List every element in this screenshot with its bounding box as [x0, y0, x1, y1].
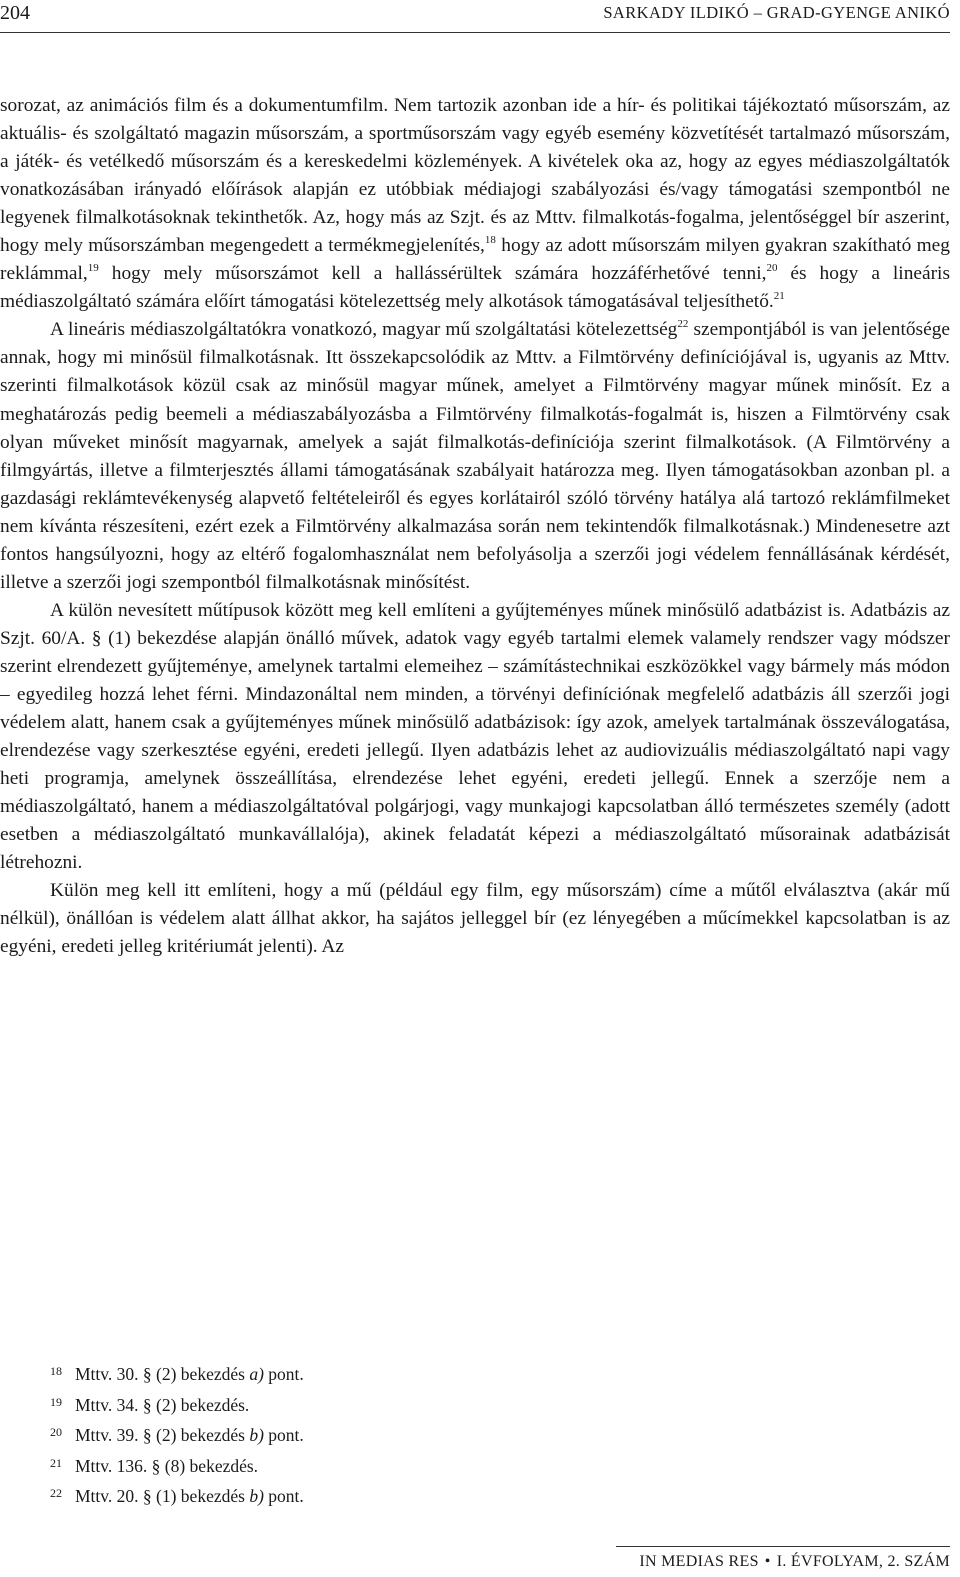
footnote-ref-22[interactable]: 22 [677, 318, 689, 331]
paragraph-1: sorozat, az animációs film és a dokumentumfilm. Nem tartozik azonban ide a hír- és politikai tájékoztató műsorszám, az aktuális- és szolgáltató magazin műsorszám, a sportműsorszám vagy egyéb esemény közvetítését tartalmazó műsorszám, a játék- és vetélkedő műsorszám és a kereskedelmi közlemények. A kivételek oka az, hogy az egyes médiaszolgáltatók vonatkozásában irányadó előírások alapján ez utóbbiak médiajogi szabályozási és/vagy támogatási szempontból ne legyenek filmalkotásoknak tekinthetők. Az, hogy más az Szjt. és az Mttv. filmalkotás-fogalma, jelentőséggel bír aszerint, hogy mely műsorszámban megengedett a termékmegjelenítés,$^{18}$ hogy az adott műsorszám milyen gyakran szakítható meg reklámmal,$^{19}$ hogy mely műsorszámot kell a hallássérültek számára hozzáférhetővé tenni,$^{20}$ és hogy a lineáris médiaszolgáltató számára előírt támogatási kötelezettség mely alkotások támogatásával teljesíthető.$^{21}$ [0, 95, 950, 313]
footnote-number: 18 [50, 1364, 62, 1378]
journal-info [639, 1551, 950, 1573]
footnote-18: 18 Mttv. 30. § (2) bekezdés a) pont. [50, 1358, 930, 1389]
paragraph-2: A lineáris médiaszolgáltatókra vonatkozó, magyar mű szolgáltatási kötelezettség$^{22}$ szempontjából is van jelentősége annak, hogy mi minősül filmalkotásnak. Itt összekapcsolódik az Mttv. a Filmtörvény definíciójával is, ugyanis az Mttv. szerinti filmalkotások közül csak az minősül magyar műnek, amelyet a Filmtörvény magyar műnek minősít. Ez a meghatározás pedig beemeli a médiaszabályozásba a Filmtörvény filmalkotás-fogalmát is, hiszen a Filmtörvény csak olyan műveket minősít magyarnak, amelyek a saját filmalkotás-definíciója szerint filmalkotások. (A Filmtörvény a filmgyártás, illetve a filmterjesztés állami támogatásának szabályait határozza meg. Ilyen támogatásokban azonban pl. a gazdasági reklámtevékenység alapvető feltételeiről és egyes korlátairól szóló törvény hatálya alá tartozó reklámfilmeket nem kívánta részesíteni, ezért ezek a Filmtörvény alkalmazása során nem tekintendők filmalkotásnak.) Mindenesetre azt fontos hangsúlyozni, hogy az eltérő fogalomhasználat nem befolyásolja a szerzői jogi védelem fennállásának kérdését, illetve a szerzői jogi szempontból filmalkotásnak minősítést. [0, 318, 950, 593]
paragraph-3: A külön nevesített műtípusok között meg kell említeni a gyűjteményes műnek minősülő adatbázist is. Adatbázis az Szjt. 60/A. § (1) bekezdése alapján önálló művek, adatok vagy egyéb tartalmi elemek valamely rendszer vagy módszer szerint elrendezett gyűjteménye, amelynek tartalmi elemeihez – számítástechnikai eszközökkel vagy bármely más módon – egyedileg hozzá lehet férni. Mindazonáltal nem minden, a törvényi definíciónak megfelelő adatbázis áll szerzői jogi védelem alatt, hanem csak a gyűjteményes műnek minősülő adatbázisok: így azok, amelyek tartalmának összeválogatása, elrendezése vagy szerkesztése egyéni, eredeti jellegű. Ilyen adatbázis lehet az audiovizuális médiaszolgáltató napi vagy heti programja, amelynek összeállítása, elrendezése lehet egyéni, eredeti jellegű. Ennek a szerzője nem a médiaszolgáltató, hanem a médiaszolgáltatóval polgárjogi, vagy munkajogi kapcsolatban álló természetes személy (adott esetben a médiaszolgáltató munkavállalója), akinek feladatát képezi a médiaszolgáltató műsorainak adatbázisát létrehozni. [0, 599, 950, 874]
footnote-number: 22 [50, 1486, 62, 1500]
footnote-20: 20 Mttv. 39. § (2) bekezdés b) pont. [50, 1419, 930, 1450]
footnote-22: 22 Mttv. 20. § (1) bekezdés b) pont. [50, 1480, 930, 1511]
page-header [0, 0, 950, 33]
footnotes [50, 1358, 930, 1511]
footnote-ref-19[interactable]: 19 [87, 262, 99, 275]
footnote-number: 20 [50, 1425, 62, 1439]
footnote-21: 21 Mttv. 136. § (8) bekezdés. [50, 1450, 930, 1481]
footnote-ref-20[interactable]: 20 [766, 262, 778, 275]
page-footer [616, 1546, 950, 1577]
footnote-ref-21[interactable]: 21 [773, 290, 785, 303]
issue-label: I. ÉVFOLYAM, 2. SZÁM [776, 1553, 950, 1570]
paragraph-4: Külön meg kell itt említeni, hogy a mű (például egy film, egy műsorszám) címe a műtől elválasztva (akár mű nélkül), önállóan is védelem alatt állhat akkor, ha sajátos jelleggel bír (ez lényegében a műcímekkel kapcsolatban is az egyéni, eredeti jelleg kritériumát jelenti). Az [0, 880, 950, 958]
journal-title: IN MEDIAS RES [639, 1553, 759, 1570]
footnote-number: 21 [50, 1455, 62, 1470]
bullet-separator-icon: • [764, 1553, 771, 1570]
footnote-ref-18[interactable]: 18 [484, 234, 496, 247]
running-head-authors: SARKADY ILDIKÓ – GRAD-GYENGE ANIKÓ [603, 3, 950, 22]
footnote-number: 19 [50, 1394, 62, 1409]
page-number: 204 [0, 2, 30, 24]
footnote-19: 19 Mttv. 34. § (2) bekezdés. [50, 1389, 930, 1420]
main-text [0, 92, 950, 961]
